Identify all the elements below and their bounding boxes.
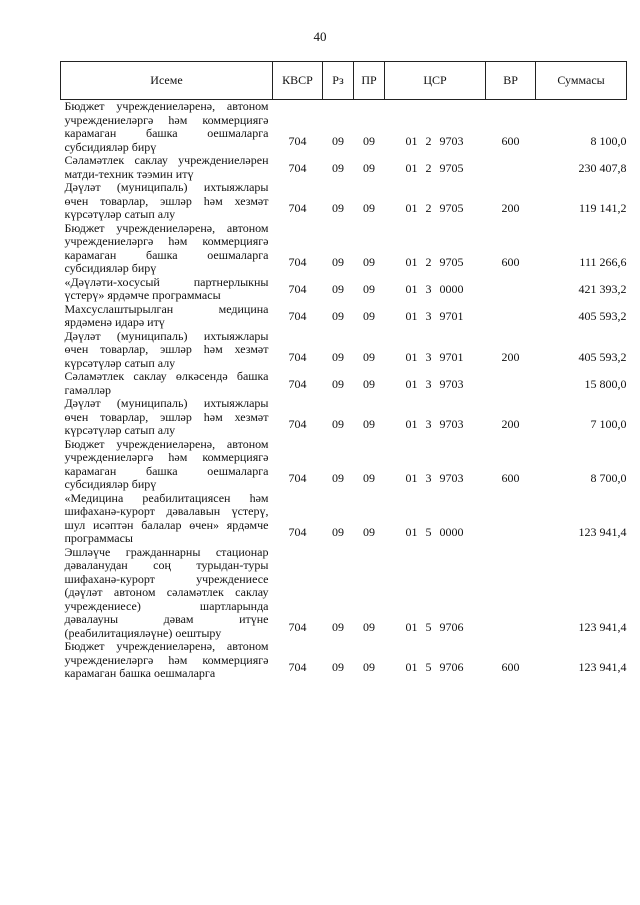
row-vr: 600 (501, 471, 520, 485)
table-row (61, 330, 627, 371)
row-csr-program: 01 (405, 376, 418, 391)
row-csr-program: 01 (405, 282, 418, 296)
row-csr-subprogram: 5 (425, 619, 432, 634)
row-csr-program: 01 (405, 309, 418, 323)
row-pr: 09 (363, 349, 375, 364)
row-csr-direction: 9705 (439, 160, 464, 175)
table-row (61, 154, 627, 181)
row-csr-direction: 9706 (439, 619, 464, 634)
row-csr-subprogram: 2 (425, 133, 432, 148)
row-vr (486, 546, 536, 641)
table-row (61, 438, 627, 492)
row-vr (486, 154, 536, 181)
header-vr: ВР (486, 62, 536, 100)
row-name: Махсуслаштырылган медицина ярдәменә идарә итү (64, 301, 269, 329)
row-csr-program: 01 (405, 417, 418, 431)
row-name: Сәламәтлек саклау өлкәсендә башка гамәлләр (64, 369, 269, 397)
row-name: Бюджет учреждениеләренә, автоном учреждениеләргә һәм коммерциягә карамаган башка оешмаларга субсидияләр бирү (64, 220, 269, 275)
header-name: Исеме (61, 62, 273, 100)
row-pr: 09 (363, 201, 375, 215)
row-csr-subprogram: 5 (425, 660, 432, 674)
page-number: 40 (313, 29, 327, 44)
row-sum: 123 941,4 (578, 525, 627, 539)
table-row (61, 276, 627, 303)
row-rz: 09 (332, 376, 344, 391)
row-csr-subprogram: 3 (425, 282, 432, 296)
row-csr-subprogram: 3 (425, 471, 432, 485)
row-vr: 600 (501, 255, 520, 269)
row-pr: 09 (363, 471, 375, 485)
row-vr (486, 276, 536, 303)
row-csr-subprogram: 2 (425, 160, 432, 175)
row-rz: 09 (332, 309, 344, 323)
header-pr: ПР (354, 62, 385, 100)
row-vr: 600 (501, 133, 520, 148)
row-name: Бюджет учреждениеләренә, автоном учреждениеләргә һәм коммерциягә карамаган башка оешмаларга субсидияләр бирү (64, 436, 269, 491)
row-rz: 09 (332, 282, 344, 296)
table-row (61, 397, 627, 438)
row-csr-program: 01 (405, 133, 418, 148)
row-name: Дәүләт (муниципаль) ихтыяжлары өчен товарлар, эшләр һәм хезмәт күрсәтүләр сатып алу (64, 328, 269, 370)
row-name: «Дәүләти-хосусый партнерлыкны үстерү» ярдәмче программасы (64, 274, 269, 302)
row-vr: 200 (501, 201, 520, 215)
table-row (61, 546, 627, 641)
row-rz: 09 (332, 619, 344, 634)
row-kvsr: 704 (288, 417, 307, 431)
row-kvsr: 704 (288, 376, 307, 391)
row-kvsr: 704 (288, 282, 307, 296)
row-csr-program: 01 (405, 525, 418, 539)
header-kvsr: КВСР (273, 62, 323, 100)
row-kvsr: 704 (288, 660, 307, 674)
row-rz: 09 (332, 160, 344, 175)
header-csr: ЦСР (385, 62, 486, 100)
row-csr-direction: 9705 (439, 255, 464, 269)
row-name: Эшләүче гражданнарны стационар дәваланудан соң турыдан-туры шифаханә-курорт учреждениесе (дәүләт автоном сәламәтлек саклау учреждениесе) шартларында дәвалауны дәвам итүне (реабилитацияләүне) оештыру (64, 544, 269, 640)
row-sum: 230 407,8 (578, 160, 627, 175)
row-pr: 09 (363, 376, 375, 391)
table-body (61, 100, 627, 681)
row-csr-direction: 9706 (439, 660, 464, 674)
row-name: Бюджет учреждениеләренә, автоном учреждениеләргә һәм коммерциягә карамаган башка оешмаларга (64, 639, 269, 680)
row-rz: 09 (332, 133, 344, 148)
table-row (61, 492, 627, 546)
row-csr-direction: 0000 (439, 525, 464, 539)
row-rz: 09 (332, 660, 344, 674)
row-csr-direction: 9703 (439, 376, 464, 391)
row-sum: 123 941,4 (578, 619, 627, 634)
row-kvsr: 704 (288, 619, 307, 634)
row-kvsr: 704 (288, 160, 307, 175)
table-row (61, 181, 627, 222)
row-csr-subprogram: 2 (425, 255, 432, 269)
row-name: «Медицина реабилитациясен һәм шифаханә-курорт дәвалавын үстерү, шул исәптән балалар өчен» ярдәмче программасы (64, 490, 269, 545)
row-sum: 8 700,0 (590, 471, 627, 485)
row-kvsr: 704 (288, 471, 307, 485)
row-rz: 09 (332, 201, 344, 215)
table-row (61, 222, 627, 276)
row-sum: 405 593,2 (578, 349, 627, 364)
row-pr: 09 (363, 525, 375, 539)
row-csr-direction: 9703 (439, 417, 464, 431)
budget-table (60, 61, 627, 681)
header-sum: Суммасы (536, 62, 627, 100)
row-pr: 09 (363, 660, 375, 674)
row-rz: 09 (332, 349, 344, 364)
row-csr-program: 01 (405, 471, 418, 485)
row-kvsr: 704 (288, 201, 307, 215)
row-pr: 09 (363, 619, 375, 634)
row-csr-subprogram: 3 (425, 417, 432, 431)
row-sum: 111 266,6 (579, 255, 627, 269)
row-csr-subprogram: 3 (425, 349, 432, 364)
row-csr-program: 01 (405, 201, 418, 215)
row-vr: 200 (501, 349, 520, 364)
row-sum: 8 100,0 (590, 133, 627, 148)
row-csr-direction: 0000 (439, 282, 464, 296)
row-csr-direction: 9703 (439, 471, 464, 485)
row-csr-subprogram: 2 (425, 201, 432, 215)
row-pr: 09 (363, 255, 375, 269)
row-sum: 123 941,4 (578, 660, 627, 674)
row-name: Дәүләт (муниципаль) ихтыяжлары өчен товарлар, эшләр һәм хезмәт күрсәтүләр сатып алу (64, 396, 269, 437)
row-csr-subprogram: 3 (425, 376, 432, 391)
row-kvsr: 704 (288, 255, 307, 269)
row-sum: 421 393,2 (578, 282, 627, 296)
row-pr: 09 (363, 417, 375, 431)
table-row (61, 640, 627, 681)
header-rz: Рз (323, 62, 354, 100)
row-pr: 09 (363, 309, 375, 323)
row-csr-program: 01 (405, 255, 418, 269)
row-vr (486, 303, 536, 330)
row-sum: 15 800,0 (584, 376, 627, 391)
row-rz: 09 (332, 471, 344, 485)
row-csr-direction: 9705 (439, 201, 464, 215)
row-vr: 600 (501, 660, 520, 674)
row-csr-direction: 9701 (439, 309, 464, 323)
row-rz: 09 (332, 255, 344, 269)
row-csr-subprogram: 5 (425, 525, 432, 539)
row-sum: 405 593,2 (578, 309, 627, 323)
row-kvsr: 704 (288, 133, 307, 148)
row-name: Дәүләт (муниципаль) ихтыяжлары өчен товарлар, эшләр һәм хезмәт күрсәтүләр сатып алу (64, 180, 269, 221)
row-kvsr: 704 (288, 525, 307, 539)
row-pr: 09 (363, 160, 375, 175)
row-pr: 09 (363, 282, 375, 296)
row-rz: 09 (332, 525, 344, 539)
row-csr-subprogram: 3 (425, 309, 432, 323)
row-csr-direction: 9703 (439, 133, 464, 148)
row-csr-program: 01 (405, 619, 418, 634)
row-pr: 09 (363, 133, 375, 148)
row-rz: 09 (332, 417, 344, 431)
table-row (61, 370, 627, 397)
row-sum: 7 100,0 (590, 417, 627, 431)
row-csr-program: 01 (405, 160, 418, 175)
row-csr-program: 01 (405, 349, 418, 364)
row-sum: 119 141,2 (578, 201, 627, 215)
table-row (61, 100, 627, 155)
row-name: Сәламәтлек саклау учреждениеләрен матди-техник тәэмин итү (64, 153, 269, 181)
row-vr (486, 492, 536, 546)
row-name: Бюджет учреждениеләренә, автоном учреждениеләргә һәм коммерциягә карамаган башка оешмаларга субсидияләр бирү (64, 99, 269, 154)
table-header-row (61, 62, 627, 100)
table-row (61, 303, 627, 330)
row-csr-direction: 9701 (439, 349, 464, 364)
row-vr (486, 370, 536, 397)
row-kvsr: 704 (288, 349, 307, 364)
row-vr: 200 (501, 417, 520, 431)
row-kvsr: 704 (288, 309, 307, 323)
row-csr-program: 01 (405, 660, 418, 674)
